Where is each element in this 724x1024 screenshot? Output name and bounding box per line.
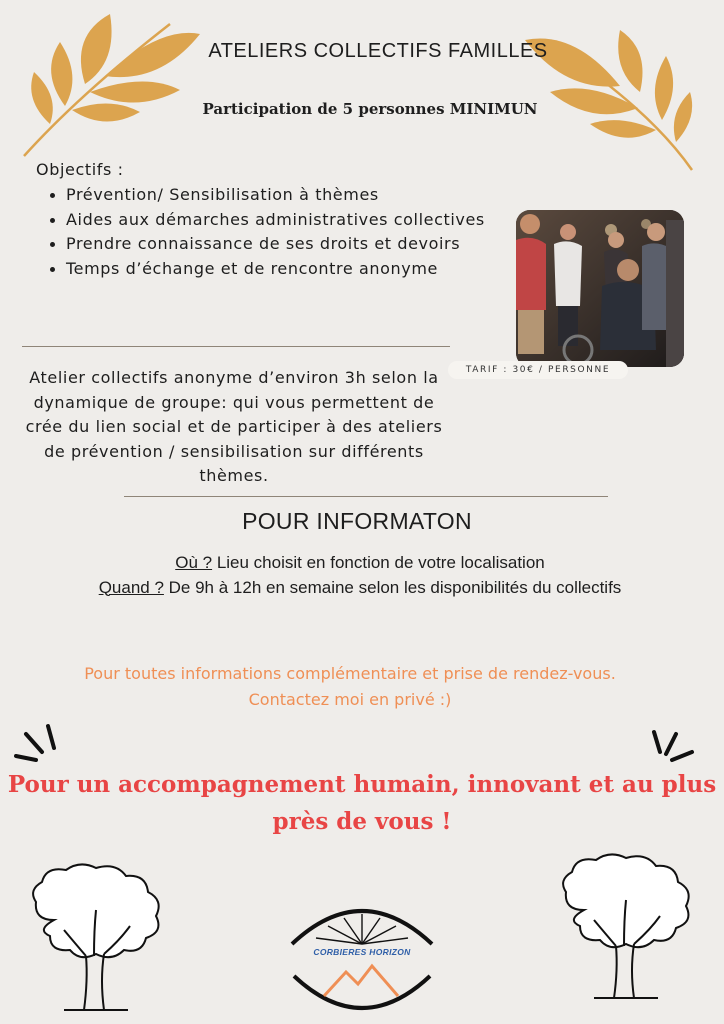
when-label: Quand ? [98, 577, 164, 597]
contact-line: Pour toutes informations complémentaire et prise de rendez-vous. [84, 664, 616, 683]
where-label: Où ? [175, 553, 213, 572]
when-text: De 9h à 12h en semaine selon les disponibilités du collectifs [163, 577, 622, 597]
divider [22, 346, 450, 347]
divider [124, 496, 608, 497]
info-block [60, 551, 660, 600]
info-title: POUR INFORMATON [242, 508, 472, 534]
leaf-branch-left-icon [10, 14, 210, 162]
list-item: Prendre connaissance de ses droits et devoirs [48, 232, 488, 257]
group-people-photo [516, 210, 684, 367]
tree-right-icon [556, 852, 696, 1002]
page-title: ATELIERS COLLECTIFS FAMILLES [208, 40, 548, 62]
objectives-list [48, 183, 488, 281]
where-line [60, 551, 660, 576]
contact-line: Contactez moi en privé :) [248, 690, 452, 709]
list-item: Temps d’échange et de rencontre anonyme [48, 257, 488, 282]
list-item: Aides aux démarches administratives collectives [48, 208, 488, 233]
tree-left-icon [24, 860, 169, 1012]
objectives-heading: Objectifs : [36, 160, 124, 179]
price-badge: TARIF : 30€ / PERSONNE [448, 361, 628, 379]
description-paragraph: Atelier collectifs anonyme d’environ 3h selon la dynamique de groupe: qui vous permettent de crée du lien social et de participer à des ateliers de prévention / sensibilisation sur différents thèmes. [25, 368, 443, 485]
emphasis-dashes-left-icon [14, 722, 74, 772]
page-subtitle: Participation de 5 personnes MINIMUN [202, 100, 538, 118]
when-line [60, 576, 660, 601]
tagline: Pour un accompagnement humain, innovant et au plus près de vous ! [7, 771, 717, 835]
logo-text: CORBIERES HORIZON [313, 947, 411, 957]
where-text: Lieu choisit en fonction de votre localisation [212, 553, 545, 572]
contact-block [60, 661, 640, 713]
list-item: Prévention/ Sensibilisation à thèmes [48, 183, 488, 208]
